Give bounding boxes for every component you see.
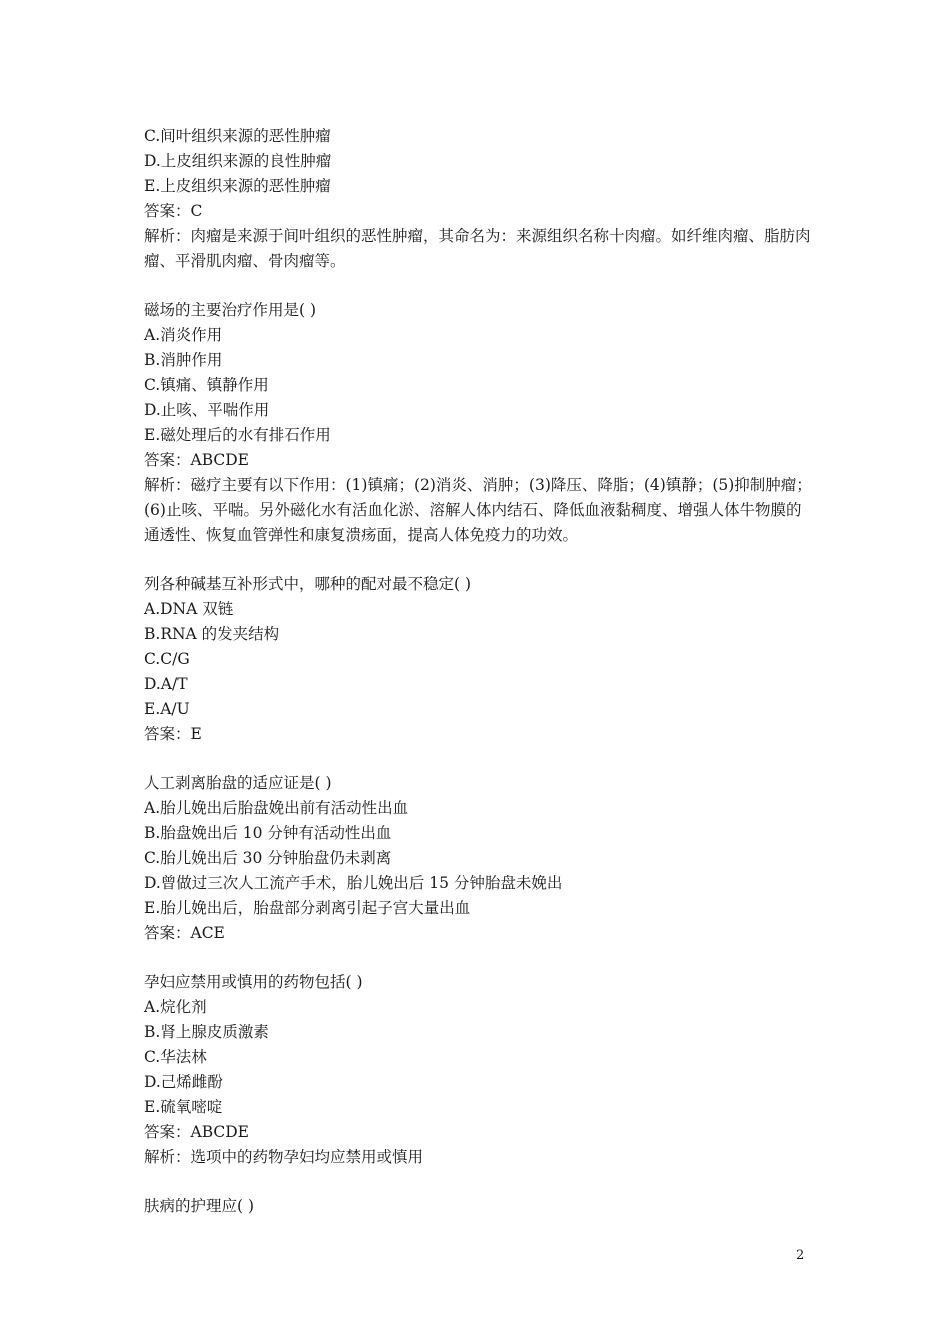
answer: 答案：ACE: [144, 924, 225, 942]
option-e: E.胎儿娩出后，胎盘部分剥离引起子宫大量出血: [144, 899, 471, 917]
question-block: [144, 298, 816, 548]
option-c: C.镇痛、镇静作用: [144, 376, 269, 394]
spacer: [144, 747, 816, 771]
question-text: 孕妇应禁用或慎用的药物包括( ): [144, 973, 363, 991]
spacer: [144, 1170, 816, 1194]
answer: 答案：ABCDE: [144, 1123, 249, 1141]
option-d: D.A/T: [144, 675, 188, 693]
answer: 答案：E: [144, 725, 202, 743]
question-block: [144, 572, 816, 747]
answer: 答案：ABCDE: [144, 451, 249, 469]
option-a: A.胎儿娩出后胎盘娩出前有活动性出血: [144, 799, 409, 817]
question-block: [144, 1194, 816, 1219]
answer: 答案：C: [144, 202, 203, 220]
option-a: A.DNA 双链: [144, 600, 234, 618]
document-body: [144, 124, 816, 1219]
option-d: D.止咳、平喘作用: [144, 401, 270, 419]
question-block: [144, 771, 816, 946]
option-d: D.上皮组织来源的良性肿瘤: [144, 152, 332, 170]
option-c: C.胎儿娩出后 30 分钟胎盘仍未剥离: [144, 849, 392, 867]
analysis: 解析：肉瘤是来源于间叶组织的恶性肿瘤，其命名为：来源组织名称十肉瘤。如纤维肉瘤、脂肪肉瘤、平滑肌肉瘤、骨肉瘤等。: [144, 227, 811, 270]
analysis: 解析：选项中的药物孕妇均应禁用或慎用: [144, 1148, 424, 1166]
option-a: A.烷化剂: [144, 998, 207, 1016]
option-c: C.华法林: [144, 1048, 207, 1066]
option-b: B.消肿作用: [144, 351, 223, 369]
question-text: 列各种碱基互补形式中，哪种的配对最不稳定( ): [144, 575, 472, 593]
option-e: E.硫氧嘧啶: [144, 1098, 223, 1116]
question-block: [144, 124, 816, 274]
option-b: B.RNA 的发夹结构: [144, 625, 280, 643]
option-e: E.上皮组织来源的恶性肿瘤: [144, 177, 331, 195]
spacer: [144, 548, 816, 572]
option-a: A.消炎作用: [144, 326, 223, 344]
spacer: [144, 946, 816, 970]
option-d: D.曾做过三次人工流产手术，胎儿娩出后 15 分钟胎盘未娩出: [144, 874, 563, 892]
question-text: 磁场的主要治疗作用是( ): [144, 301, 317, 319]
option-b: B.胎盘娩出后 10 分钟有活动性出血: [144, 824, 392, 842]
option-e: E.A/U: [144, 700, 190, 718]
option-c: C.间叶组织来源的恶性肿瘤: [144, 127, 331, 145]
option-b: B.肾上腺皮质激素: [144, 1023, 269, 1041]
question-text: 肤病的护理应( ): [144, 1197, 255, 1215]
option-c: C.C/G: [144, 650, 190, 668]
option-d: D.己烯雌酚: [144, 1073, 223, 1091]
analysis: 解析：磁疗主要有以下作用：(1)镇痛；(2)消炎、消肿；(3)降压、降脂；(4)镇静；(5)抑制肿瘤；(6)止咳、平喘。另外磁化水有活血化淤、溶解人体内结石、降低血液黏稠度、增强人体牛物膜的通透性、恢复血管弹性和康复溃疡面，提高人体免疫力的功效。: [144, 476, 812, 544]
option-e: E.磁处理后的水有排石作用: [144, 426, 331, 444]
question-text: 人工剥离胎盘的适应证是( ): [144, 774, 332, 792]
question-block: [144, 970, 816, 1170]
page-number: 2: [796, 1248, 805, 1263]
spacer: [144, 274, 816, 298]
